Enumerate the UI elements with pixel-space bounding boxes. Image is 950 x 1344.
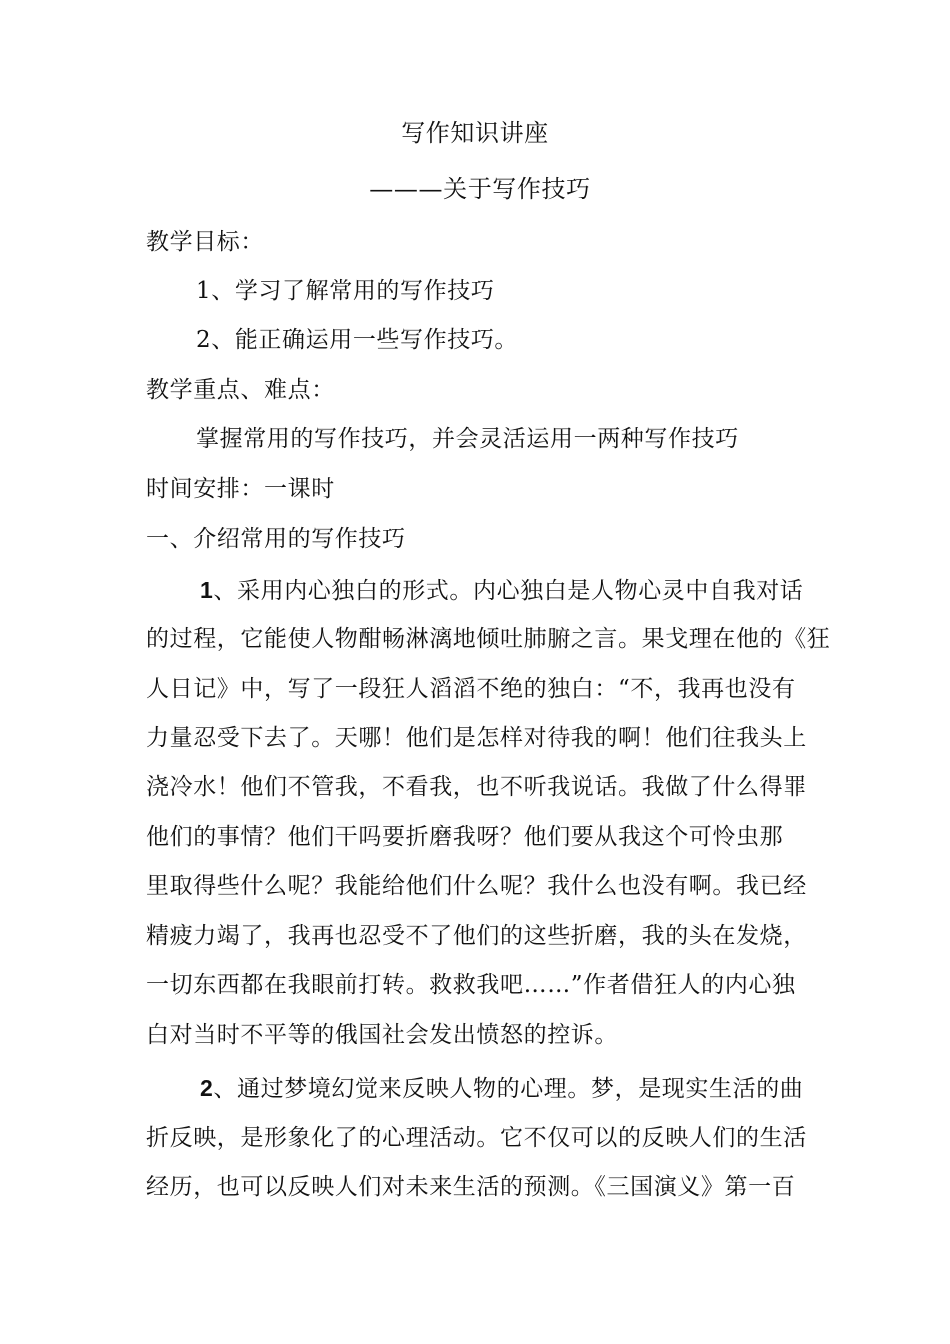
page-title: 写作知识讲座	[401, 119, 549, 147]
paragraph-line: 里取得些什么呢？我能给他们什么呢？我什么也没有啊。我已经	[146, 873, 807, 899]
paragraph-line: 的过程，它能使人物酣畅淋漓地倾吐肺腑之言。果戈理在他的《狂	[146, 626, 831, 652]
paragraph-line: 精疲力竭了，我再也忍受不了他们的这些折磨，我的头在发烧，	[146, 923, 807, 949]
paragraph-line	[200, 1073, 803, 1104]
line-text: 、采用内心独白的形式。内心独白是人物心灵中自我对话	[213, 578, 804, 604]
item-number: 1	[200, 577, 214, 603]
paragraph-line: 折反映，是形象化了的心理活动。它不仅可以的反映人们的生活	[146, 1125, 807, 1151]
section-heading: 一、介绍常用的写作技巧	[146, 526, 406, 552]
schedule-text: 时间安排：一课时	[146, 476, 335, 502]
paragraph-line: 力量忍受下去了。天哪！他们是怎样对待我的啊！他们往我头上	[146, 725, 807, 751]
key-points-text: 掌握常用的写作技巧，并会灵活运用一两种写作技巧	[196, 426, 739, 452]
objective-item: 2、能正确运用一些写作技巧。	[196, 327, 519, 353]
objectives-heading: 教学目标：	[146, 229, 264, 255]
paragraph-line: 浇冷水！他们不管我，不看我，也不听我说话。我做了什么得罪	[146, 774, 807, 800]
paragraph-line	[200, 575, 803, 606]
paragraph-line: 一切东西都在我眼前打转。救救我吧……”作者借狂人的内心独	[146, 972, 796, 998]
paragraph-line: 白对当时不平等的俄国社会发出愤怒的控诉。	[146, 1022, 618, 1048]
line-text: 、通过梦境幻觉来反映人物的心理。梦，是现实生活的曲	[213, 1076, 804, 1102]
page-subtitle: ———关于写作技巧	[369, 175, 591, 203]
paragraph-line: 经历，也可以反映人们对未来生活的预测。《三国演义》第一百	[146, 1174, 796, 1200]
objective-item: 1、学习了解常用的写作技巧	[196, 278, 495, 304]
paragraph-line: 人日记》中，写了一段狂人滔滔不绝的独白：“不，我再也没有	[146, 676, 796, 702]
item-number: 2	[200, 1075, 214, 1101]
paragraph-line: 他们的事情？他们干吗要折磨我呀？他们要从我这个可怜虫那	[146, 824, 784, 850]
key-points-heading: 教学重点、难点：	[146, 377, 335, 403]
